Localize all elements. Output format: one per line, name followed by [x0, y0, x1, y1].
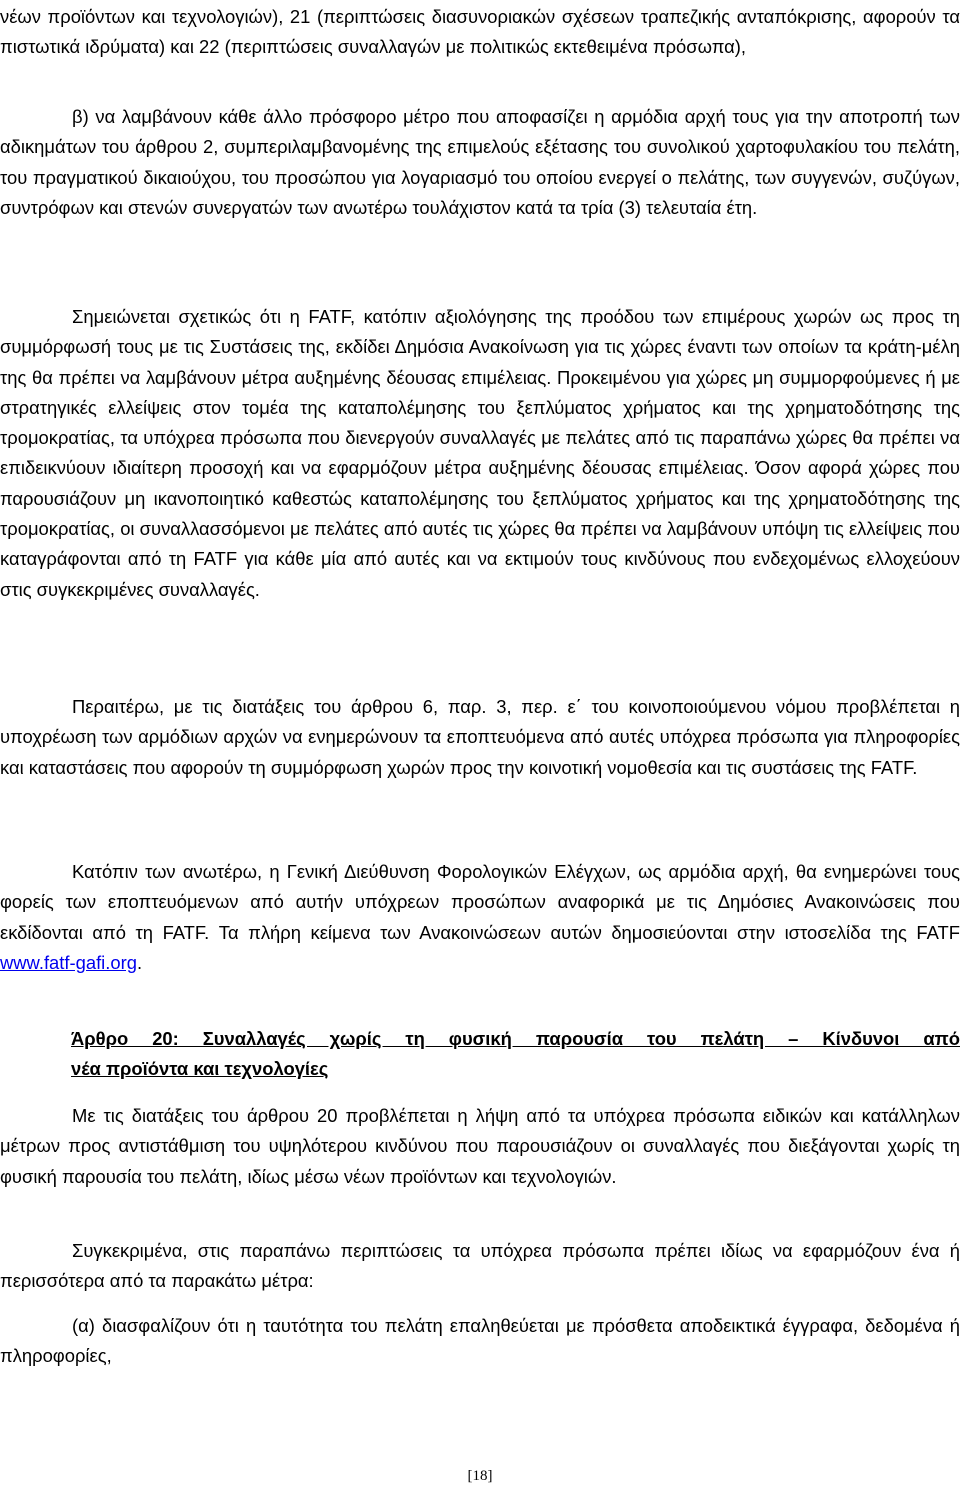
- paragraph-measures-intro: Συγκεκριμένα, στις παραπάνω περιπτώσεις τα υπόχρεα πρόσωπα πρέπει ιδίως να εφαρμόζουν ένα ή περισσότερα από τα παρακάτω μέτρα:: [0, 1240, 960, 1292]
- paragraph-measure-a: (α) διασφαλίζουν ότι η ταυτότητα του πελάτη επαληθεύεται με πρόσθετα αποδεικτικά έγγραφα, δεδομένα ή πληροφορίες,: [0, 1315, 960, 1367]
- paragraph-gdfe-end: .: [136, 951, 143, 973]
- paragraph-gdfe-text: Κατόπιν των ανωτέρω, η Γενική Διεύθυνση Φορολογικών Ελέγχων, ως αρμόδια αρχή, θα ενημερώνει τους φορείς των εποπτευόμενων από αυτήν υπόχρεων προσώπων αναφορικά με τις Δημόσιες Ανακοινώσεις που εκδίδονται από τη FATF. Τα πλήρη κείμενα των Ανακοινώσεων αυτών δημοσιεύονται στην ιστοσελίδα της FATF: [0, 861, 960, 943]
- article-20-heading-continuation: νέα προϊόντα και τεχνολογίες: [71, 1058, 329, 1079]
- paragraph-item-b: β) να λαμβάνουν κάθε άλλο πρόσφορο μέτρο που αποφασίζει η αρμόδια αρχή τους για την αποτροπή των αδικημάτων του άρθρου 2, συμπεριλαμβανομένης της επιμελούς εξέτασης του συνολικού χαρτοφυλακίου του πελάτη, του πραγματικού δικαιούχου, του προσώπου για λογαριασμό του οποίου ενεργεί ο πελάτης, των συγγενών, συζύγων, συντρόφων και στενών συνεργατών των ανωτέρω τουλάχιστον κατά τα τρία (3) τελευταία έτη.: [0, 106, 960, 218]
- fatf-website-link[interactable]: www.fatf-gafi.org: [0, 951, 137, 973]
- paragraph-gdfe-notice: [0, 857, 960, 978]
- paragraph-article-20-intro: Με τις διατάξεις του άρθρου 20 προβλέπεται η λήψη από τα υπόχρεα πρόσωπα ειδικών και κατάλληλων μέτρων προς αντιστάθμιση του υψηλότερου κινδύνου που παρουσιάζουν οι συναλλαγές που διεξάγονται χωρίς τη φυσική παρουσία του πελάτη, ιδίως μέσω νέων προϊόντων και τεχνολογιών.: [0, 1105, 960, 1187]
- paragraph-continuation: νέων προϊόντων και τεχνολογιών), 21 (περιπτώσεις διασυνοριακών σχέσεων τραπεζικής ανταπόκρισης, αφορούν τα πιστωτικά ιδρύματα) και 22 (περιπτώσεις συναλλαγών με πολιτικώς εκτεθειμένα πρόσωπα),: [0, 6, 960, 58]
- article-20-heading: Άρθρο 20: Συναλλαγές χωρίς τη φυσική παρουσία του πελάτη – Κίνδυνοι από: [71, 1028, 960, 1049]
- page-number: [18]: [467, 1468, 493, 1484]
- paragraph-fatf-announcement: Σημειώνεται σχετικώς ότι η FATF, κατόπιν αξιολόγησης της προόδου των επιμέρους χωρών ως προς τη συμμόρφωσή τους με τις Συστάσεις της, εκδίδει Δημόσια Ανακοίνωση για τις χώρες έναντι των οποίων τα κράτη-μέλη της θα πρέπει να λαμβάνουν μέτρα αυξημένης δέουσας επιμέλειας. Προκειμένου για χώρες μη συμμορφούμενες ή με στρατηγικές ελλείψεις στον τομέα της καταπολέμησης του ξεπλύματος χρήματος και της χρηματοδότησης της τρομοκρατίας, τα υπόχρεα πρόσωπα που διενεργούν συναλλαγές με πελάτες από τις παραπάνω χώρες θα πρέπει να επιδεικνύουν ιδιαίτερη προσοχή και να εφαρμόζουν μέτρα αυξημένης δέουσας επιμέλειας. Όσον αφορά χώρες που παρουσιάζουν μη ικανοποιητικό καθεστώς καταπολέμησης του ξεπλύματος χρήματος και της χρηματοδότησης της τρομοκρατίας, οι συναλλασσόμενοι με πελάτες από αυτές τις χώρες θα πρέπει να λαμβάνουν υπόψη τις ελλείψεις που καταγράφονται από τη FATF για κάθε μία από αυτές και να εκτιμούν τους κινδύνους που ενδεχομένως ελλοχεύουν στις συγκεκριμένες συναλλαγές.: [0, 306, 960, 600]
- paragraph-article-6: Περαιτέρω, με τις διατάξεις του άρθρου 6, παρ. 3, περ. ε΄ του κοινοποιούμενου νόμου προβλέπεται η υποχρέωση των αρμόδιων αρχών να ενημερώνουν τα εποπτευόμενα από αυτές υπόχρεα πρόσωπα για πληροφορίες και καταστάσεις που αφορούν τη συμμόρφωση χωρών προς την κοινοτική νομοθεσία και τις συστάσεις της FATF.: [0, 696, 960, 778]
